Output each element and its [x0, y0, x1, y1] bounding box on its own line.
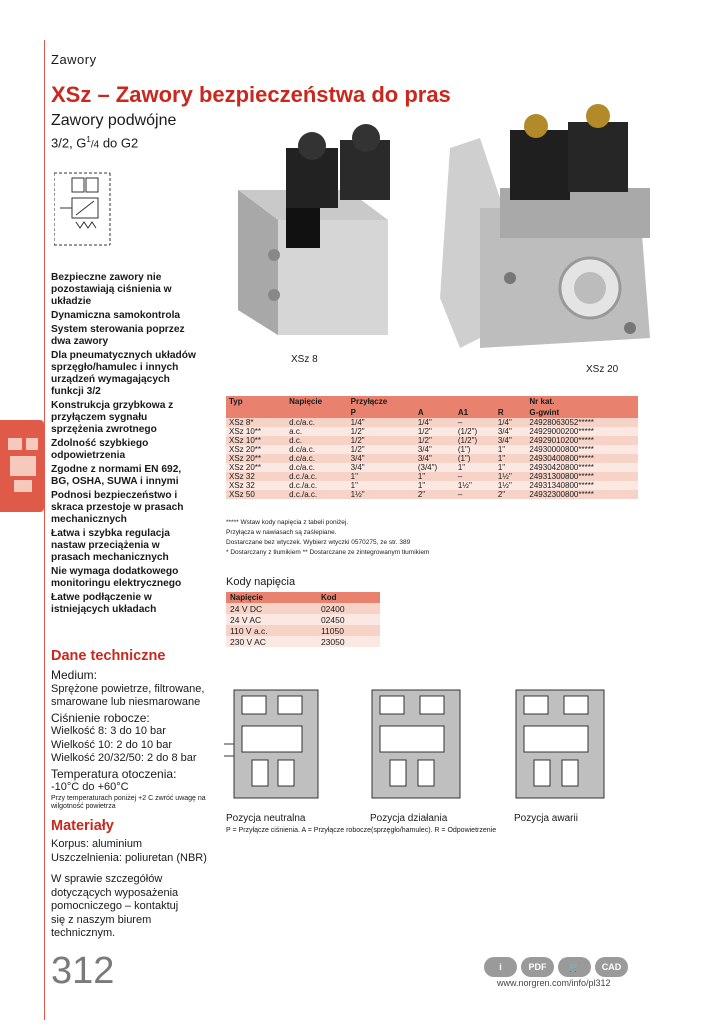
- product-table: [226, 396, 638, 499]
- table-cell: 24931300800*****: [526, 472, 638, 481]
- photo-caption-left: XSz 8: [291, 354, 318, 365]
- contact-note: W sprawie szczegółów dotyczących wyposażenia pomocniczego – kontaktuj się z naszym biurem technicznym.: [51, 873, 179, 939]
- valve-symbol-diagram: [54, 170, 114, 250]
- table-row: [226, 427, 638, 436]
- table-cell: 1½": [455, 481, 495, 490]
- info-icon[interactable]: i: [484, 957, 517, 977]
- table-cell: 1": [495, 445, 527, 454]
- table-cell: –: [455, 472, 495, 481]
- table-cell: 1/2": [348, 427, 415, 436]
- xsz20-photo: [440, 98, 662, 360]
- pressure-line: Wielkość 8: 3 do 10 bar: [51, 725, 166, 737]
- neutral-position-diagram: [222, 688, 322, 802]
- table-cell: 1": [495, 463, 527, 472]
- temp-value: -10°C do +60°C: [51, 781, 129, 793]
- footer-icons: [484, 957, 628, 977]
- valve-tab-icon: [0, 420, 44, 512]
- table-row: [226, 418, 638, 427]
- table-cell: 24 V DC: [226, 603, 317, 614]
- table-cell: XSz 10**: [226, 427, 286, 436]
- feature-item: Zgodne z normami EN 692, BG, OSHA, SUWA i innymi: [51, 464, 182, 487]
- note-line: * Dostarczany z tłumikiem ** Dostarczane ze zintegrowanym tłumikiem: [226, 549, 430, 556]
- col-header: Przyłącze: [348, 396, 415, 407]
- table-cell: 2": [495, 490, 527, 499]
- tech-data: [51, 667, 211, 811]
- table-cell: 24932300800*****: [526, 490, 638, 499]
- spec-line: 3/2, $G^1/4$ do G2: [51, 135, 139, 151]
- table-cell: 1/4": [495, 418, 527, 427]
- feature-item: Bezpieczne zawory nie pozostawiają ciśnienia w układzie: [51, 272, 172, 307]
- medium-label: Medium:: [51, 668, 98, 682]
- table-cell: 1/2": [348, 445, 415, 454]
- feature-item: Dla pneumatycznych układów sprzęgło/hamulec i innych urządzeń wymagających funkcji 3/2: [51, 350, 196, 397]
- col-subheader: R: [495, 407, 527, 418]
- table-cell: 24931340800*****: [526, 481, 638, 490]
- table-row: [226, 481, 638, 490]
- table-cell: 2": [415, 490, 455, 499]
- table-row: [226, 472, 638, 481]
- table-row: [226, 625, 380, 636]
- feature-list: [51, 272, 201, 618]
- voltage-table-wrap: [226, 592, 380, 647]
- cad-icon[interactable]: CAD: [595, 957, 628, 977]
- table-cell: 1/4": [415, 418, 455, 427]
- table-row: [226, 463, 638, 472]
- table-cell: 1": [348, 481, 415, 490]
- col-subheader: [226, 407, 286, 418]
- col-header: Typ: [226, 396, 286, 407]
- table-cell: (1/2"): [455, 427, 495, 436]
- section-tab: [0, 420, 44, 512]
- table-cell: 1": [348, 472, 415, 481]
- table-cell: d.c./a.c.: [286, 481, 348, 490]
- feature-item: Konstrukcja grzybkowa z przyłączem sygnału sprzężenia zwrotnego: [51, 400, 174, 435]
- table-cell: d.c/a.c.: [286, 445, 348, 454]
- table-cell: 24 V AC: [226, 614, 317, 625]
- table-row: [226, 454, 638, 463]
- table-cell: d.c./a.c.: [286, 490, 348, 499]
- position-caption: Pozycja neutralna: [226, 813, 306, 824]
- col-header: [455, 396, 495, 407]
- materials-heading: Materiały: [51, 818, 114, 834]
- table-cell: d.c/a.c.: [286, 418, 348, 427]
- table-row: [226, 614, 380, 625]
- col-subheader: P: [348, 407, 415, 418]
- col-header: Kod: [317, 592, 380, 603]
- table-cell: 1/2": [415, 436, 455, 445]
- voltage-heading: Kody napięcia: [226, 576, 296, 588]
- col-header: [495, 396, 527, 407]
- table-cell: 1": [455, 463, 495, 472]
- table-cell: d.c/a.c.: [286, 454, 348, 463]
- table-cell: 1/2": [348, 436, 415, 445]
- table-cell: XSz 20**: [226, 445, 286, 454]
- table-cell: 24929010200*****: [526, 436, 638, 445]
- table-cell: XSz 8*: [226, 418, 286, 427]
- table-cell: (1"): [455, 445, 495, 454]
- table-row: [226, 436, 638, 445]
- feature-item: Zdolność szybkiego odpowietrzenia: [51, 438, 149, 461]
- table-notes: [226, 518, 646, 558]
- product-table-wrap: [226, 396, 638, 499]
- table-cell: (1/2"): [455, 436, 495, 445]
- table-cell: XSz 10**: [226, 436, 286, 445]
- table-cell: XSz 32: [226, 472, 286, 481]
- col-subheader: G-gwint: [526, 407, 638, 418]
- page-title: XSz – Zawory bezpieczeństwa do pras: [51, 82, 451, 107]
- photo-caption-right: XSz 20: [586, 364, 619, 375]
- active-position-diagram: [368, 688, 468, 802]
- table-cell: –: [455, 490, 495, 499]
- table-cell: 3/4": [348, 463, 415, 472]
- table-cell: 1½": [348, 490, 415, 499]
- table-cell: 11050: [317, 625, 380, 636]
- table-cell: 02400: [317, 603, 380, 614]
- table-cell: 24930400800*****: [526, 454, 638, 463]
- col-header: [415, 396, 455, 407]
- note-line: Przyłącza w nawiasach są zaślepiane.: [226, 529, 337, 536]
- table-cell: 3/4": [415, 445, 455, 454]
- table-cell: 24928063052*****: [526, 418, 638, 427]
- table-cell: d.c./a.c.: [286, 472, 348, 481]
- material-line: Korpus: aluminium: [51, 838, 143, 850]
- table-cell: 24930420800*****: [526, 463, 638, 472]
- tech-heading: Dane techniczne: [51, 648, 166, 664]
- table-row: [226, 603, 380, 614]
- table-cell: XSz 20**: [226, 454, 286, 463]
- table-row: [226, 636, 380, 647]
- table-cell: XSz 20**: [226, 463, 286, 472]
- voltage-table: [226, 592, 380, 647]
- xsz8-photo: [228, 120, 398, 350]
- table-cell: (3/4"): [415, 463, 455, 472]
- page-number: 312: [51, 950, 115, 992]
- table-cell: 23050: [317, 636, 380, 647]
- table-cell: XSz 50: [226, 490, 286, 499]
- table-cell: 230 V AC: [226, 636, 317, 647]
- pressure-line: Wielkość 20/32/50: 2 do 8 bar: [51, 752, 197, 764]
- feature-item: Łatwe podłączenie w istniejących układach: [51, 592, 157, 615]
- table-cell: 1": [415, 481, 455, 490]
- table-cell: 3/4": [495, 436, 527, 445]
- margin-rule: [44, 40, 45, 1020]
- table-cell: 24929000200*****: [526, 427, 638, 436]
- feature-item: Dynamiczna samokontrola: [51, 310, 181, 321]
- table-cell: 02450: [317, 614, 380, 625]
- temp-label: Temperatura otoczenia:: [51, 766, 177, 781]
- table-cell: 1/4": [348, 418, 415, 427]
- table-cell: (1"): [455, 454, 495, 463]
- category-label: Zawory: [51, 52, 97, 67]
- pdf-icon[interactable]: PDF: [521, 957, 554, 977]
- page-subtitle: Zawory podwójne: [51, 112, 177, 129]
- note-line: ***** Wstaw kody napięcia z tabeli poniżej.: [226, 519, 349, 526]
- position-caption: Pozycja awarii: [514, 813, 578, 824]
- table-cell: a.c.: [286, 427, 348, 436]
- pressure-line: Wielkość 10: 2 do 10 bar: [51, 738, 173, 751]
- table-cell: 3/4": [348, 454, 415, 463]
- table-row: [226, 490, 638, 499]
- table-row: [226, 445, 638, 454]
- table-cell: 1½": [495, 472, 527, 481]
- feature-item: Nie wymaga dodatkowego monitoringu elektrycznego: [51, 566, 182, 589]
- fault-position-diagram: [512, 688, 612, 802]
- table-cell: d.c.: [286, 436, 348, 445]
- table-cell: –: [455, 418, 495, 427]
- table-cell: XSz 32: [226, 481, 286, 490]
- cart-icon[interactable]: 🛒: [558, 957, 591, 977]
- port-legend: P = Przyłącze ciśnienia. A = Przyłącze robocze(sprzęgło/hamulec). R = Odpowietrzenie: [226, 827, 497, 834]
- table-cell: 1": [415, 472, 455, 481]
- col-header: Napięcie: [226, 592, 317, 603]
- col-subheader: [286, 407, 348, 418]
- temp-note: Przy temperaturach poniżej +2 C zwróć uwagę na wilgotność powietrza: [51, 794, 206, 810]
- table-cell: 1½": [495, 481, 527, 490]
- medium-value: Sprężone powietrze, filtrowane, smarowane lub niesmarowane: [51, 682, 205, 708]
- feature-item: Łatwa i szybka regulacja nastaw przeciążenia w prasach mechanicznych: [51, 528, 170, 563]
- table-cell: 1/2": [415, 427, 455, 436]
- feature-item: Podnosi bezpieczeństwo i skraca przestoje w prasach mechanicznych: [51, 490, 184, 525]
- table-cell: 3/4": [495, 427, 527, 436]
- note-line: Dostarczane bez wtyczek. Wybierz wtyczki 0570275, ze str. 389: [226, 539, 411, 546]
- col-subheader: A1: [455, 407, 495, 418]
- position-caption: Pozycja działania: [370, 813, 448, 824]
- material-line: Uszczelnienia: poliuretan (NBR): [51, 851, 207, 864]
- table-cell: d.c/a.c.: [286, 463, 348, 472]
- materials-data: [51, 838, 211, 941]
- col-header: Nr kat.: [526, 396, 638, 407]
- footer-url[interactable]: www.norgren.com/info/pl312: [497, 978, 611, 988]
- table-cell: 3/4": [415, 454, 455, 463]
- table-cell: 1": [495, 454, 527, 463]
- table-cell: 24930000800*****: [526, 445, 638, 454]
- feature-item: System sterowania poprzez dwa zawory: [51, 324, 185, 347]
- pressure-label: Ciśnienie robocze:: [51, 710, 150, 725]
- col-header: Napięcie: [286, 396, 348, 407]
- table-cell: 110 V a.c.: [226, 625, 317, 636]
- col-subheader: A: [415, 407, 455, 418]
